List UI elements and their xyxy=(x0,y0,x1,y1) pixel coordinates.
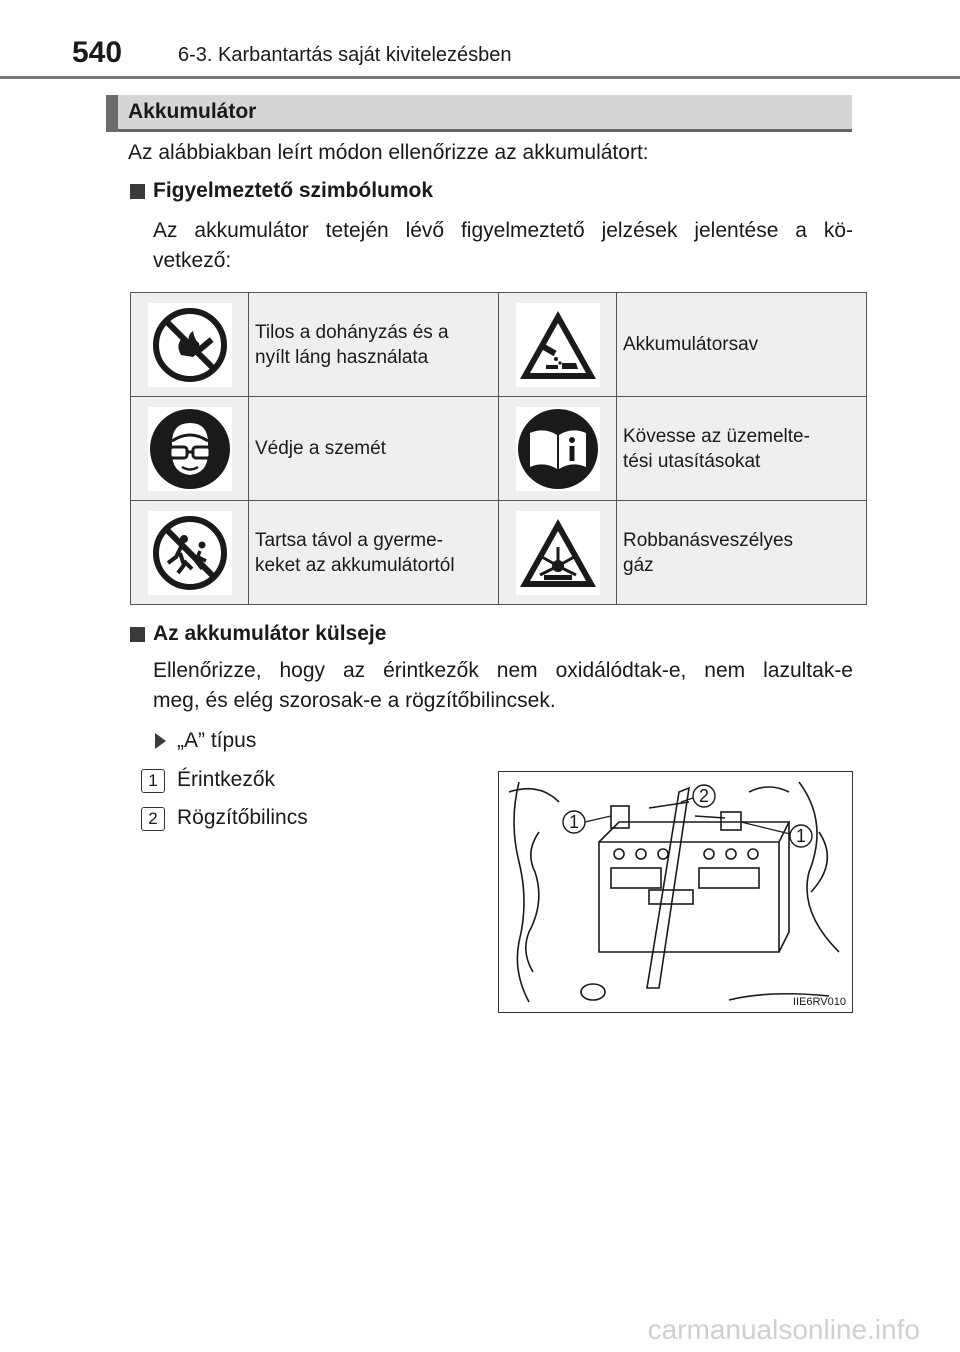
symbol-label-line1: Védje a szemét xyxy=(255,438,386,459)
intro-text: Az alábbiakban leírt módon ellenőrizze az akkumulátort: xyxy=(128,141,649,164)
exterior-description-line2: meg, és elég szorosak-e a rögzítőbilincsek. xyxy=(153,689,556,712)
symbol-label-line2: tési utasításokat xyxy=(623,450,761,472)
no-smoking-flame-icon xyxy=(148,303,232,387)
symbol-label-line2: nyílt láng használata xyxy=(255,346,429,368)
page-number: 540 xyxy=(72,36,123,69)
icon-cell xyxy=(499,397,617,501)
symbol-label-line1: Tartsa távol a gyerme- xyxy=(255,529,443,551)
header-rule xyxy=(0,76,960,79)
label-cell xyxy=(617,397,867,501)
symbol-label-line1: Kövesse az üzemelte- xyxy=(623,425,810,447)
section-title: Akkumulátor xyxy=(128,100,257,123)
legend-number: 2 xyxy=(141,807,165,831)
icon-cell xyxy=(131,397,249,501)
legend-text: Érintkezők xyxy=(177,768,276,791)
corrosive-acid-icon xyxy=(516,303,600,387)
keep-children-away-icon xyxy=(148,511,232,595)
figure-callout: 1 xyxy=(795,826,807,846)
symbol-label-line1: Tilos a dohányzás és a xyxy=(255,321,449,343)
type-label: „A” típus xyxy=(177,729,257,752)
label-cell xyxy=(617,293,867,397)
label-cell xyxy=(249,501,499,605)
square-bullet xyxy=(130,627,145,642)
warning-symbols-table xyxy=(130,292,867,605)
warning-symbols-heading: Figyelmeztető szimbólumok xyxy=(153,179,434,202)
label-cell xyxy=(249,397,499,501)
chapter-title: 6-3. Karbantartás saját kivitelezésben xyxy=(178,44,512,66)
symbol-label-line2: keket az akkumulátortól xyxy=(255,554,455,576)
battery-illustration xyxy=(498,771,853,1013)
square-bullet xyxy=(130,184,145,199)
explosive-gas-icon xyxy=(516,511,600,595)
page-header xyxy=(0,0,960,80)
table-row xyxy=(131,397,867,501)
icon-cell xyxy=(131,293,249,397)
symbol-label-line1: Akkumulátorsav xyxy=(623,334,759,355)
table-row xyxy=(131,501,867,605)
exterior-heading: Az akkumulátor külseje xyxy=(153,622,387,645)
exterior-description-line1: Ellenőrizze, hogy az érintkezők nem oxidálódtak-e, nem lazultak-e xyxy=(153,659,853,682)
section-accent xyxy=(106,95,118,132)
icon-cell xyxy=(499,293,617,397)
table-row xyxy=(131,293,867,397)
icon-cell xyxy=(131,501,249,605)
icon-cell xyxy=(499,501,617,605)
label-cell xyxy=(249,293,499,397)
figure-code: IIE6RV010 xyxy=(792,996,846,1008)
figure-callout: 1 xyxy=(568,812,580,832)
warning-description-line1: Az akkumulátor tetején lévő figyelmeztető jelzések jelentése a kö- xyxy=(153,219,853,242)
section-heading-bar xyxy=(106,95,852,132)
read-manual-icon xyxy=(516,407,600,491)
legend-text: Rögzítőbilincs xyxy=(177,806,308,829)
label-cell xyxy=(617,501,867,605)
legend-number: 1 xyxy=(141,769,165,793)
warning-description-line2: vetkező: xyxy=(153,249,232,272)
arrow-bullet-icon xyxy=(155,733,166,749)
symbol-label-line1: Robbanásveszélyes xyxy=(623,529,794,551)
figure-callout: 2 xyxy=(698,786,710,806)
eye-protection-icon xyxy=(148,407,232,491)
symbol-label-line2: gáz xyxy=(623,554,654,576)
watermark: carmanualsonline.info xyxy=(647,1314,920,1345)
battery-drawing xyxy=(499,772,852,1012)
